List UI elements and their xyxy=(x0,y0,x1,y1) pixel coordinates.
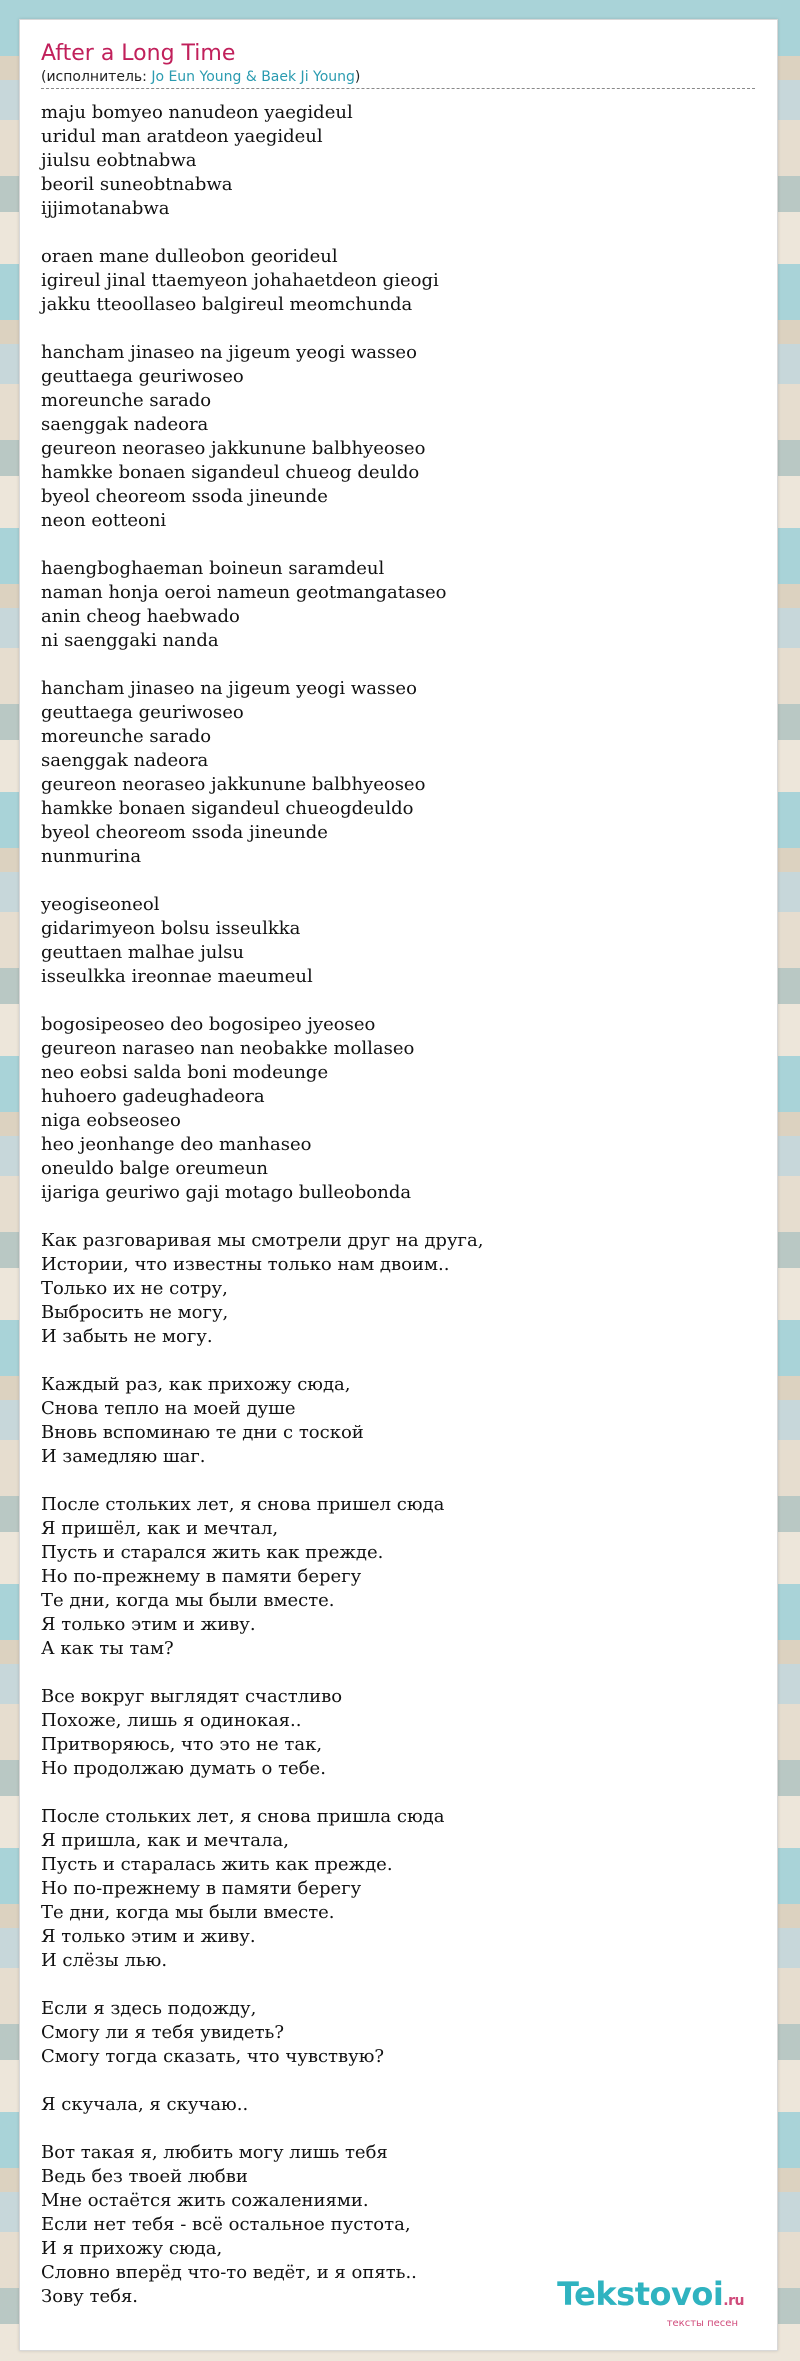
lyric-line: Я только этим и живу. xyxy=(41,1614,256,1635)
lyric-line: Похоже, лишь я одинокая.. xyxy=(41,1710,302,1731)
stanza-gap xyxy=(41,317,761,341)
lyric-line: jakku tteoollaseo balgireul meomchunda xyxy=(41,294,413,315)
stanza-gap xyxy=(41,1973,761,1997)
lyric-line: geuttaen malhae julsu xyxy=(41,942,244,963)
lyric-line: haengboghaeman boineun saramdeul xyxy=(41,558,385,579)
lyric-line: Смогу ли я тебя увидеть? xyxy=(41,2022,284,2043)
lyric-line: Все вокруг выглядят счастливо xyxy=(41,1686,343,1707)
lyrics-card xyxy=(19,19,778,2351)
lyric-line: Я пришёл, как и мечтал, xyxy=(41,1518,279,1539)
stanza-gap xyxy=(41,653,761,677)
lyric-line: Каждый раз, как прихожу сюда, xyxy=(41,1374,351,1395)
lyric-line: moreunche sarado xyxy=(41,726,212,747)
lyric-line: Но продолжаю думать о тебе. xyxy=(41,1758,326,1779)
performer-link[interactable]: Jo Eun Young & Baek Ji Young xyxy=(151,69,355,85)
lyric-line: byeol cheoreom ssoda jineunde xyxy=(41,486,328,507)
lyric-line: Притворяюсь, что это не так, xyxy=(41,1734,323,1755)
lyric-line: Вновь вспоминаю те дни с тоской xyxy=(41,1422,364,1443)
lyric-line: А как ты там? xyxy=(41,1638,174,1659)
lyric-line: naman honja oeroi nameun geotmangataseo xyxy=(41,582,447,603)
lyric-line: После стольких лет, я снова пришел сюда xyxy=(41,1494,445,1515)
performer-prefix: (исполнитель: xyxy=(41,69,152,85)
song-title: After a Long Time xyxy=(41,41,236,66)
lyric-line: geuttaega geuriwoseo xyxy=(41,366,244,387)
lyric-line: hancham jinaseo na jigeum yeogi wasseo xyxy=(41,342,417,363)
lyric-line: gidarimyeon bolsu isseulkka xyxy=(41,918,301,939)
lyric-line: После стольких лет, я снова пришла сюда xyxy=(41,1806,445,1827)
lyric-line: Истории, что известны только нам двоим.. xyxy=(41,1254,450,1275)
lyric-line: И замедляю шаг. xyxy=(41,1446,206,1467)
lyric-line: oraen mane dulleobon georideul xyxy=(41,246,338,267)
lyric-line: Но по-прежнему в памяти берегу xyxy=(41,1566,362,1587)
stanza-gap xyxy=(41,1469,761,1493)
site-logo[interactable] xyxy=(557,2277,744,2330)
lyric-line: ijjimotanabwa xyxy=(41,198,170,219)
lyric-line: bogosipeoseo deo bogosipeo jyeoseo xyxy=(41,1014,376,1035)
lyric-line: yeogiseoneol xyxy=(41,894,160,915)
lyric-line: Смогу тогда сказать, что чувствую? xyxy=(41,2046,385,2067)
lyric-line: ni saenggaki nanda xyxy=(41,630,219,651)
lyric-line: nunmurina xyxy=(41,846,142,867)
performer-line xyxy=(41,68,755,86)
stanza-gap xyxy=(41,1349,761,1373)
lyric-line: Если я здесь подожду, xyxy=(41,1998,257,2019)
lyric-line: И слёзы лью. xyxy=(41,1950,168,1971)
lyric-line: Снова тепло на моей душе xyxy=(41,1398,296,1419)
stanza-gap xyxy=(41,533,761,557)
lyric-line: Ведь без твоей любви xyxy=(41,2166,248,2187)
lyric-line: jiulsu eobtnabwa xyxy=(41,150,197,171)
lyric-line: Мне остаётся жить сожалениями. xyxy=(41,2190,369,2211)
lyric-line: uridul man aratdeon yaegideul xyxy=(41,126,323,147)
lyric-line: Те дни, когда мы были вместе. xyxy=(41,1902,335,1923)
lyric-line: geuttaega geuriwoseo xyxy=(41,702,244,723)
lyric-line: geureon naraseo nan neobakke mollaseo xyxy=(41,1038,415,1059)
lyric-line: Но по-прежнему в памяти берегу xyxy=(41,1878,362,1899)
lyric-line: anin cheog haebwado xyxy=(41,606,240,627)
lyric-line: saenggak nadeora xyxy=(41,414,209,435)
stanza-gap xyxy=(41,989,761,1013)
lyric-line: byeol cheoreom ssoda jineunde xyxy=(41,822,328,843)
performer-suffix: ) xyxy=(354,69,361,85)
stanza-gap xyxy=(41,1205,761,1229)
lyric-line: hamkke bonaen sigandeul chueog deuldo xyxy=(41,462,420,483)
lyric-line: neon eotteoni xyxy=(41,510,167,531)
lyric-line: geureon neoraseo jakkunune balbhyeoseo xyxy=(41,438,426,459)
lyric-line: И забыть не могу. xyxy=(41,1326,213,1347)
lyric-line: igireul jinal ttaemyeon johahaetdeon gieogi xyxy=(41,270,439,291)
lyric-line: oneuldo balge oreumeun xyxy=(41,1158,269,1179)
lyric-line: Те дни, когда мы были вместе. xyxy=(41,1590,335,1611)
lyric-line: Только их не сотру, xyxy=(41,1278,228,1299)
lyric-line: hamkke bonaen sigandeul chueogdeuldo xyxy=(41,798,414,819)
lyric-line: huhoero gadeughadeora xyxy=(41,1086,265,1107)
lyric-line: saenggak nadeora xyxy=(41,750,209,771)
lyric-line: Словно вперёд что-то ведёт, и я опять.. xyxy=(41,2262,417,2283)
lyric-line: Пусть и старался жить как прежде. xyxy=(41,1542,384,1563)
lyric-line: hancham jinaseo na jigeum yeogi wasseo xyxy=(41,678,417,699)
stanza-gap xyxy=(41,1661,761,1685)
lyric-line: moreunche sarado xyxy=(41,390,212,411)
stanza-gap xyxy=(41,221,761,245)
logo-tld: .ru xyxy=(723,2293,744,2309)
lyric-line: Как разговаривая мы смотрели друг на друга, xyxy=(41,1230,484,1251)
lyric-line: И я прихожу сюда, xyxy=(41,2238,223,2259)
lyric-line: isseulkka ireonnae maeumeul xyxy=(41,966,313,987)
lyric-line: heo jeonhange deo manhaseo xyxy=(41,1134,312,1155)
lyric-line: geureon neoraseo jakkunune balbhyeoseo xyxy=(41,774,426,795)
lyrics-text xyxy=(41,101,761,2309)
lyric-line: Я только этим и живу. xyxy=(41,1926,256,1947)
stanza-gap xyxy=(41,1781,761,1805)
lyric-line: Я пришла, как и мечтала, xyxy=(41,1830,289,1851)
stanza-gap xyxy=(41,869,761,893)
lyric-line: Зову тебя. xyxy=(41,2286,139,2307)
lyric-line: maju bomyeo nanudeon yaegideul xyxy=(41,102,353,123)
logo-name: Tekstovoi xyxy=(557,2275,724,2313)
lyric-line: neo eobsi salda boni modeunge xyxy=(41,1062,329,1083)
lyric-line: Если нет тебя - всё остальное пустота, xyxy=(41,2214,411,2235)
stanza-gap xyxy=(41,2069,761,2093)
lyric-line: Пусть и старалась жить как прежде. xyxy=(41,1854,393,1875)
lyric-line: niga eobseoseo xyxy=(41,1110,181,1131)
lyric-line: beoril suneobtnabwa xyxy=(41,174,233,195)
lyric-line: ijariga geuriwo gaji motago bulleobonda xyxy=(41,1182,412,1203)
song-header xyxy=(41,40,755,89)
lyric-line: Вот такая я, любить могу лишь тебя xyxy=(41,2142,388,2163)
logo-tagline: тексты песен xyxy=(666,2318,738,2329)
stanza-gap xyxy=(41,2117,761,2141)
lyric-line: Я скучала, я скучаю.. xyxy=(41,2094,249,2115)
lyric-line: Выбросить не могу, xyxy=(41,1302,229,1323)
